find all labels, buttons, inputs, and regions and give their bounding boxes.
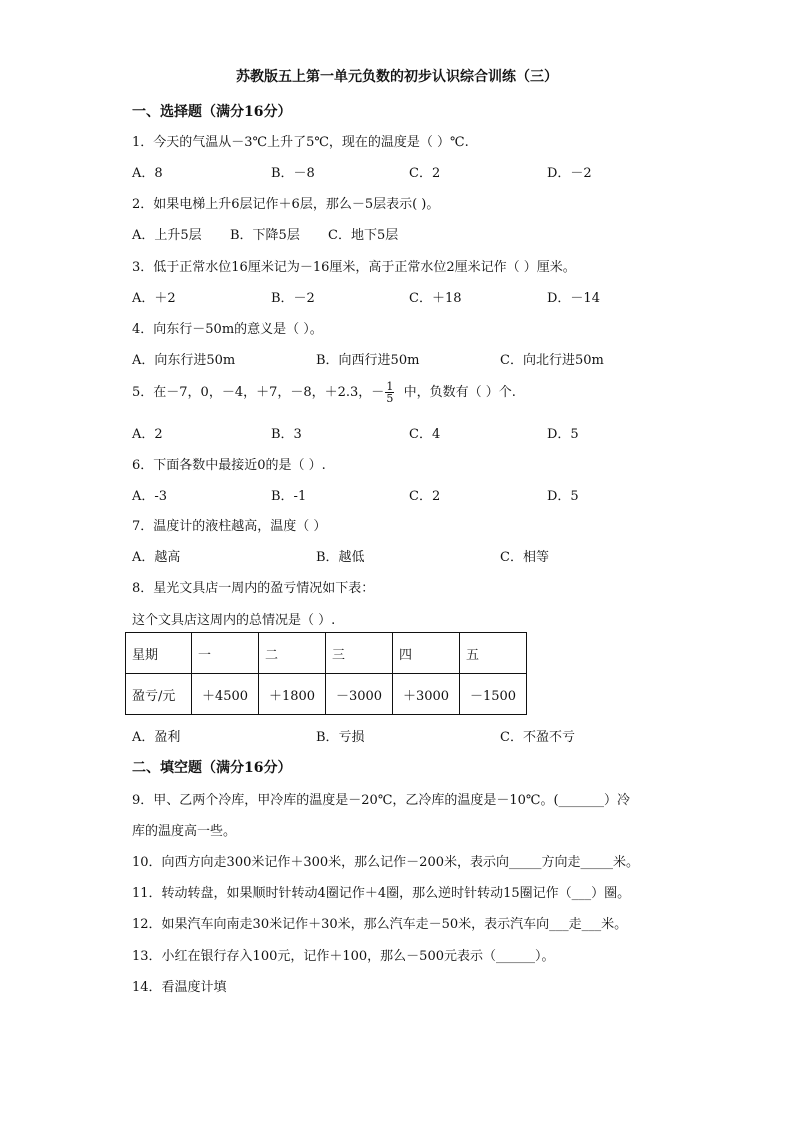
question-8: 8．星光文具店一周内的盈亏情况如下表： bbox=[132, 581, 375, 596]
option-d: D．－2 bbox=[547, 166, 592, 181]
question-3: 3．低于正常水位16厘米记为－16厘米，高于正常水位2厘米记作（ ）厘米。 bbox=[132, 260, 576, 275]
table-cell: 盈亏/元 bbox=[126, 674, 192, 715]
option-a: A．越高 bbox=[132, 550, 181, 565]
table-header-row bbox=[126, 633, 527, 674]
table-cell: －3000 bbox=[326, 674, 393, 715]
question-6: 6．下面各数中最接近0的是（ ）. bbox=[132, 458, 326, 473]
option-a: A．向东行进50m bbox=[132, 353, 236, 368]
option-a: A．盈利 bbox=[132, 730, 181, 745]
profit-loss-table bbox=[125, 632, 527, 715]
table-cell: ＋3000 bbox=[393, 674, 460, 715]
section-heading-choice: 一、选择题（满分16分） bbox=[132, 104, 292, 120]
table-cell: ＋4500 bbox=[192, 674, 259, 715]
option-d: D．－14 bbox=[547, 291, 600, 306]
question-6-options bbox=[132, 485, 692, 503]
table-cell: 四 bbox=[393, 633, 460, 674]
option-c: C．地下5层 bbox=[328, 228, 399, 243]
option-b: B．－8 bbox=[271, 166, 315, 181]
table-cell: ＋1800 bbox=[259, 674, 326, 715]
option-b: B．下降5层 bbox=[230, 228, 300, 243]
question-2: 2．如果电梯上升6层记作＋6层，那么－5层表示( )。 bbox=[132, 197, 440, 212]
question-3-options bbox=[132, 287, 692, 305]
option-c: C．不盈不亏 bbox=[500, 730, 575, 745]
question-4-options bbox=[132, 349, 692, 367]
question-5-text-before: 5．在－7，0，－4，＋7，－8，＋2.3，－ bbox=[132, 385, 385, 400]
fraction-numerator: 1 bbox=[386, 380, 394, 393]
question-7-options bbox=[132, 546, 692, 564]
option-a: A．2 bbox=[132, 427, 163, 442]
option-c: C．相等 bbox=[500, 550, 549, 565]
question-2-options bbox=[132, 224, 692, 242]
option-a: A．上升5层 bbox=[132, 228, 202, 243]
option-c: C．4 bbox=[409, 427, 441, 442]
option-d: D．5 bbox=[547, 489, 579, 504]
option-b: B．亏损 bbox=[316, 730, 365, 745]
option-b: B．越低 bbox=[316, 550, 365, 565]
table-cell: 一 bbox=[192, 633, 259, 674]
option-c: C．＋18 bbox=[409, 291, 462, 306]
option-c: C．2 bbox=[409, 166, 441, 181]
fraction-denominator: 5 bbox=[386, 392, 394, 405]
option-a: A．＋2 bbox=[132, 291, 176, 306]
table-cell: 星期 bbox=[126, 633, 192, 674]
question-11: 11．转动转盘，如果顺时针转动4圈记作＋4圈，那么逆时针转动15圈记作（___）圈。 bbox=[132, 886, 631, 901]
question-7: 7．温度计的液柱越高，温度（ ） bbox=[132, 519, 327, 534]
question-5 bbox=[132, 378, 516, 408]
page-title: 苏教版五上第一单元负数的初步认识综合训练（三） bbox=[236, 69, 558, 85]
question-13: 13．小红在银行存入100元，记作＋100，那么－500元表示（______）。 bbox=[132, 949, 555, 964]
question-14: 14．看温度计填 bbox=[132, 980, 227, 995]
table-cell: 五 bbox=[460, 633, 527, 674]
question-9-continued: 库的温度高一些。 bbox=[132, 824, 237, 839]
question-1-options bbox=[132, 162, 692, 180]
question-5-options bbox=[132, 423, 692, 441]
section-heading-fill: 二、填空题（满分16分） bbox=[132, 760, 292, 776]
question-9: 9．甲、乙两个冷库，甲冷库的温度是－20℃，乙冷库的温度是－10℃。(_______）冷 bbox=[132, 793, 631, 808]
option-b: B．向西行进50m bbox=[316, 353, 420, 368]
question-8-options bbox=[132, 726, 692, 744]
table-cell: 三 bbox=[326, 633, 393, 674]
question-1: 1．今天的气温从－3℃上升了5℃，现在的温度是（ ）℃. bbox=[132, 135, 469, 150]
option-b: B．-1 bbox=[271, 489, 307, 504]
question-4: 4．向东行－50m的意义是（ ）。 bbox=[132, 322, 323, 337]
option-b: B．3 bbox=[271, 427, 302, 442]
option-a: A．-3 bbox=[132, 489, 168, 504]
option-d: D．5 bbox=[547, 427, 579, 442]
question-10: 10．向西方向走300米记作＋300米，那么记作－200米，表示向_____方向走_____米。 bbox=[132, 855, 639, 870]
table-row bbox=[126, 674, 527, 715]
question-12: 12．如果汽车向南走30米记作＋30米，那么汽车走－50米，表示汽车向___走___米。 bbox=[132, 917, 628, 932]
table-cell: 二 bbox=[259, 633, 326, 674]
option-b: B．－2 bbox=[271, 291, 315, 306]
option-a: A．8 bbox=[132, 166, 163, 181]
option-c: C．2 bbox=[409, 489, 441, 504]
table-cell: －1500 bbox=[460, 674, 527, 715]
question-5-text-after: 中，负数有（ ）个. bbox=[403, 385, 516, 400]
fraction-one-fifth bbox=[385, 381, 394, 404]
question-8-prompt: 这个文具店这周内的总情况是（ ）. bbox=[132, 613, 336, 628]
option-c: C．向北行进50m bbox=[500, 353, 604, 368]
